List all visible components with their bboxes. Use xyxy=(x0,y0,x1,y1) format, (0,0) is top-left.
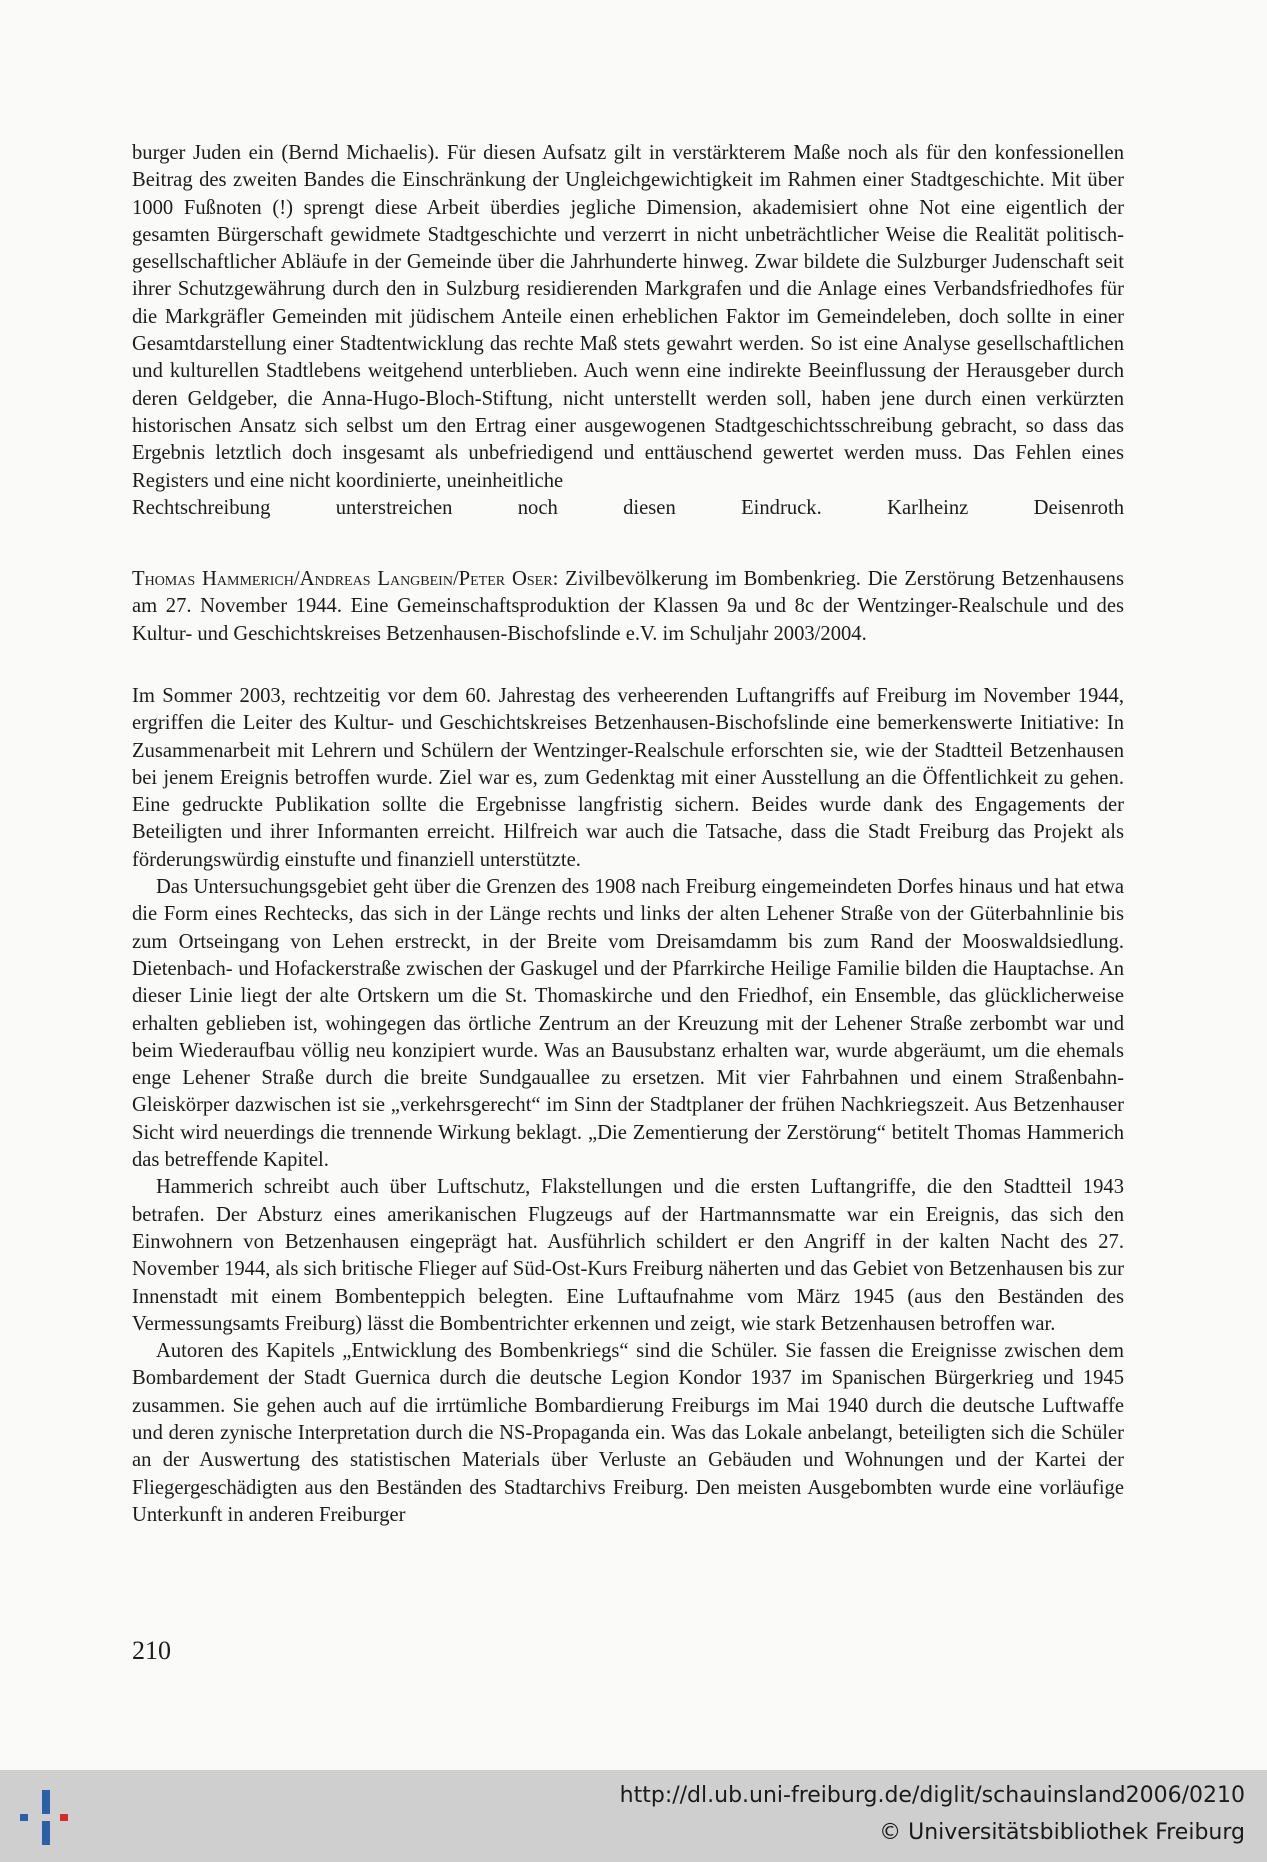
review-1-text: burger Juden ein (Bernd Michaelis). Für diesen Aufsatz gilt in verstärkterem Maße noch als für den konfessionellen Beitrag des zweiten Bandes die Einschränkung der Ungleichgewichtigkeit im Rahmen einer Stadtgeschichte. Mit über 1000 Fußnoten (!) sprengt diese Arbeit überdies jegliche Dimension, akademisiert ohne Not eine eigentlich der gesamten Bürgerschaft gewidmete Stadtgeschichte und verzerrt in nicht unbeträchtlicher Weise die Realität politisch-gesellschaftlicher Abläufe in der Gemeinde über die Jahrhunderte hinweg. Zwar bildete die Sulzburger Judenschaft seit ihrer Schutzgewährung durch den in Sulzburg residierenden Markgrafen und die Anlage eines Verbandsfriedhofes für die Markgräfler Gemeinden mit jüdischem Anteile einen erheblichen Faktor im Gemeindeleben, doch sollte in einer Gesamtdarstellung einer Stadtentwicklung das rechte Maß stets gewahrt werden. So ist eine Analyse gesellschaftlichen und kulturellen Stadtlebens weitgehend unterblieben. Auch wenn eine indirekte Beeinflussung der Herausgeber durch deren Geldgeber, die Anna-Hugo-Bloch-Stiftung, nicht unterstellt werden soll, haben jene durch einen verkürzten historischen Ansatz sich selbst um den Ertrag einer ausgewogenen Stadtgeschichtsschreibung gebracht, so dass das Ergebnis letztlich doch insgesamt als unbefriedigend und enttäuschend gewertet werden muss. Das Fehlen eines Registers und eine nicht koordinierte, uneinheitliche xyxy=(132,142,1124,492)
logo-bar-bottom xyxy=(42,1821,50,1845)
logo-bar-top xyxy=(42,1790,50,1814)
review-2-authors: Thomas Hammerich/Andreas Langbein/Peter Oser xyxy=(132,568,553,590)
reviewer-signature: Karlheinz Deisenroth xyxy=(887,496,1124,519)
review-1-last-line: Rechtschreibung unterstreichen noch diesen Eindruck. xyxy=(132,496,822,519)
review-2-paragraph: Hammerich schreibt auch über Luftschutz, Flakstellungen und die ersten Luftangriffe, die den Stadtteil 1943 betrafen. Der Absturz eines amerikanischen Flugzeugs auf der Hartmannsmatte war ein Ereignis, das sich den Einwohnern von Betzenhausen eingeprägt hat. Ausführlich schildert er den Angriff in der kalten Nacht des 27. November 1944, als sich britische Flieger auf Süd-Ost-Kurs Freiburg näherten und das Gebiet von Betzenhausen bis zur Innenstadt mit einem Bombenteppich belegten. Eine Luftaufnahme vom März 1945 (aus den Beständen des Vermessungsamts Freiburg) lässt die Bombentrichter erkennen und zeigt, wie stark Betzenhausen betroffen war. xyxy=(132,1176,1124,1335)
logo-right-block xyxy=(60,1814,68,1821)
review-1-closing-line xyxy=(132,495,1124,522)
footer-copyright: © Universitätsbibliothek Freiburg xyxy=(879,1820,1245,1845)
footer-bar xyxy=(0,1770,1267,1862)
page-number: 210 xyxy=(132,1636,171,1665)
review-2-citation xyxy=(132,566,1124,648)
logo-left-block xyxy=(20,1814,28,1821)
review-2-paragraph: Das Untersuchungsgebiet geht über die Grenzen des 1908 nach Freiburg eingemeindeten Dorfes hinaus und hat etwa die Form eines Rechtecks, das sich in der Länge rechts und links der alten Lehener Straße von der Güterbahnlinie bis zum Ortseingang von Lehen erstreckt, in der Breite vom Dreisamdamm bis zum Rand der Mooswaldsiedlung. Dietenbach- und Hofackerstraße zwischen der Gaskugel und der Pfarrkirche Heilige Familie bilden die Hauptachse. An dieser Linie liegt der alte Ortskern um die St. Thomaskirche und den Friedhof, ein Ensemble, das glücklicherweise erhalten geblieben ist, wohingegen das örtliche Zentrum an der Kreuzung mit der Lehener Straße zerbombt war und beim Wiederaufbau völlig neu konzipiert wurde. Was an Bausubstanz erhalten war, wurde abgeräumt, um die ehemals enge Lehener Straße durch die breite Sundgauallee zu ersetzen. Mit vier Fahrbahnen und einem Straßenbahn-Gleiskörper dazwischen ist sie „verkehrsgerecht“ im Sinn der Stadtplaner der frühen Nachkriegszeit. Aus Betzenhauser Sicht wird neuerdings die trennende Wirkung beklagt. „Die Zementierung der Zerstörung“ betitelt Thomas Hammerich das betreffende Kapitel. xyxy=(132,876,1124,1172)
review-1 xyxy=(132,140,1124,522)
review-2-paragraph: Im Sommer 2003, rechtzeitig vor dem 60. Jahrestag des verheerenden Luftangriffs auf Freiburg im November 1944, ergriffen die Leiter des Kultur- und Geschichtskreises Betzenhausen-Bischofslinde eine bemerkenswerte Initiative: In Zusammenarbeit mit Lehrern und Schülern der Wentzinger-Realschule erforschten sie, wie der Stadtteil Betzenhausen bei jenem Ereignis betroffen wurde. Ziel war es, zum Gedenktag mit einer Ausstellung an die Öffentlichkeit zu gehen. Eine gedruckte Publikation sollte die Ergebnisse langfristig sichern. Beides wurde dank des Engagements der Beteiligten und ihrer Informanten erreicht. Hilfreich war auch die Tatsache, dass die Stadt Freiburg das Projekt als förderungswürdig einstufte und finanziell unterstützte. xyxy=(132,685,1124,871)
footer-url-link[interactable]: http://dl.ub.uni-freiburg.de/diglit/schauinsland2006/0210 xyxy=(619,1783,1245,1808)
review-2-heading xyxy=(132,566,1124,648)
review-2-paragraph: Autoren des Kapitels „Entwicklung des Bombenkriegs“ sind die Schüler. Sie fassen die Ereignisse zwischen dem Bombardement der Stadt Guernica durch die deutsche Legion Kondor 1937 im Spanischen Bürgerkrieg und 1945 zusammen. Sie gehen auch auf die irrtümliche Bombardierung Freiburgs im Mai 1940 durch die deutsche Luftwaffe und deren zynische Interpretation durch die NS-Propaganda ein. Was das Lokale anbelangt, beteiligten sich die Schüler an der Auswertung des statistischen Materials über Verluste an Gebäuden und Wohnungen und der Kartei der Fliegergeschädigten aus den Beständen des Stadtarchivs Freiburg. Den meisten Ausgebombten wurde eine vorläufige Unterkunft in anderen Freiburger xyxy=(132,1340,1124,1526)
review-2-title: : Zivilbevölkerung im Bombenkrieg. Die Zerstörung Betzenhausens am 27. November 1944. Eine Gemeinschaftsproduktion der Klassen 9a und 8c der Wentzinger-Realschule und des Kultur- und Geschichtskreises Betzenhausen-Bischofslinde e.V. im Schuljahr 2003/2004. xyxy=(132,568,1124,645)
ub-freiburg-logo-icon xyxy=(18,1784,82,1848)
review-2-body xyxy=(132,683,1124,1529)
